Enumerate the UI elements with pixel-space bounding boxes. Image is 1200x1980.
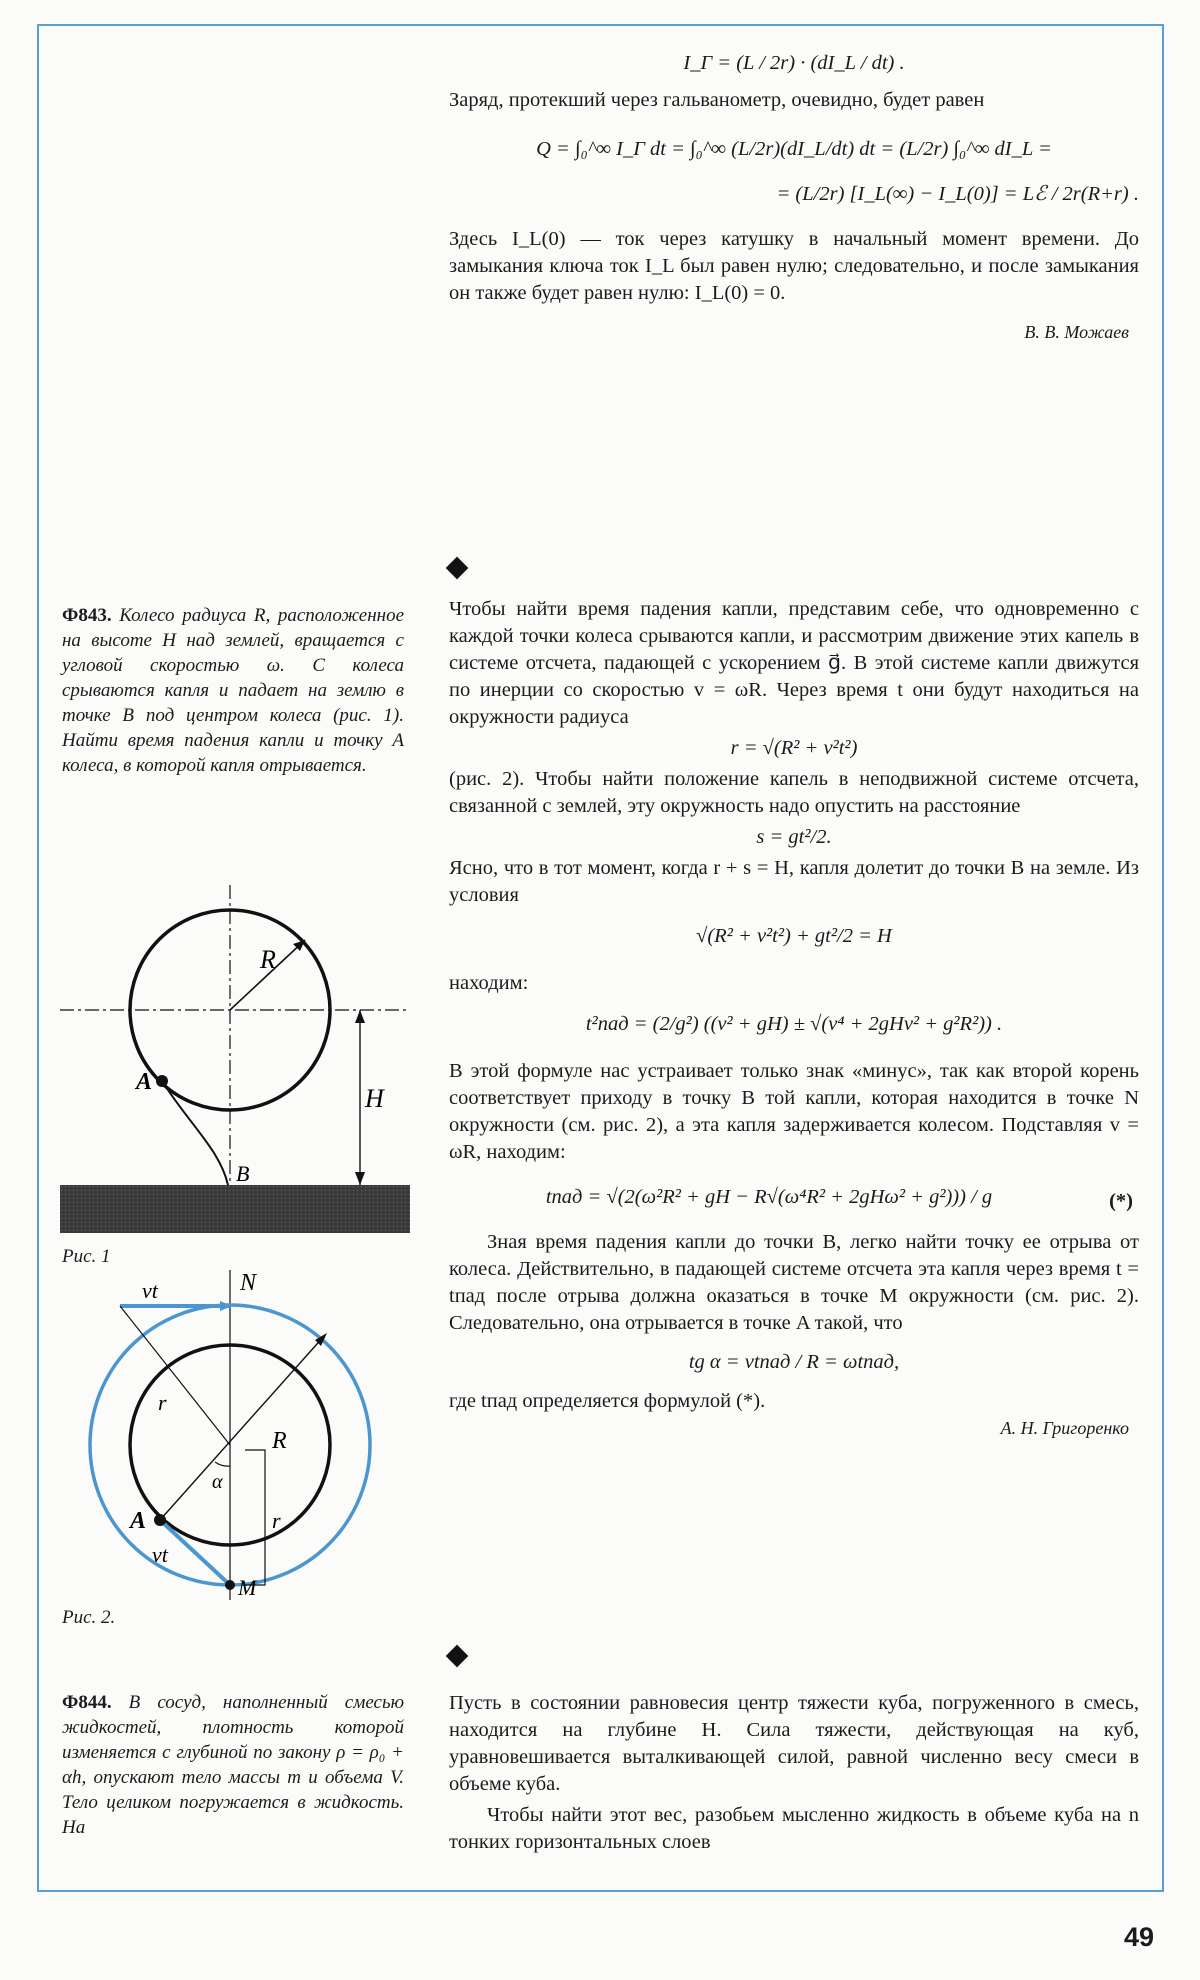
label-n: N [240, 1270, 257, 1296]
paragraph: Здесь I_L(0) — ток через катушку в начальный момент времени. До замыкания ключа ток I_L был равен нулю; следовательно, и после замыкания он также будет равен нулю: I_L(0) = 0. [449, 228, 1139, 304]
problem-844-solution [449, 1690, 1139, 1856]
problem-text: Колесо радиуса R, расположенное на высоте H над землей, вращается с угловой скоростью ω. С колеса срываются капля и падает на землю в точке B под центром колеса (рис. 1). Найти время падения капли и точку A колеса, в которой капля отрывается. [62, 605, 404, 776]
arrowhead [355, 1010, 365, 1023]
formula: s = gt²/2. [756, 826, 832, 848]
alpha-arc [215, 1462, 230, 1466]
signature-mozhaev: В. В. Можаев [1024, 322, 1129, 342]
formula-q2: = (L/2r) [I_L(∞) − I_L(0)] = Lℰ / 2r(R+r) . [776, 183, 1139, 205]
label-r: R [260, 945, 276, 974]
label-a: A [136, 1069, 153, 1095]
paragraph: где tпад определяется формулой (*). [449, 1390, 766, 1412]
vt-bottom-line [160, 1520, 230, 1585]
arrowhead [355, 1172, 365, 1185]
paragraph: Пусть в состоянии равновесия центр тяжести куба, погруженного в смесь, находится на глубине H. Сила тяжести, действующая на куб, уравновешивается выталкивающей силой, равной численно весу смеси в объеме куба. [449, 1692, 1139, 1795]
formula: √(R² + v²t²) + gt²/2 = H [696, 925, 892, 947]
paragraph: Заряд, протекший через гальванометр, очевидно, будет равен [449, 89, 985, 111]
point-a [154, 1514, 166, 1526]
label-r-big: R [272, 1428, 287, 1454]
formula: t²пад = (2/g²) ((v² + gH) ± √(v⁴ + 2gHv² + g²R²)) . [585, 1013, 1003, 1035]
problem-label: Ф843. [62, 605, 112, 626]
paragraph: (рис. 2). Чтобы найти положение капель в неподвижной системе отсчета, связанной с землей, эту окружность надо опустить на расстояние [449, 768, 1139, 817]
label-r-right: r [272, 1508, 281, 1533]
paragraph: находим: [449, 972, 529, 994]
radius-line [160, 1335, 325, 1520]
problem-text: В сосуд, наполненный смесью жидкостей, плотность которой изменяется с глубиной по закону ρ = ρ₀ + αh, опускают тело массы m и объема V. Тело целиком погружается в жидкость. На [62, 1692, 405, 1838]
drop-trajectory [162, 1081, 228, 1185]
r-line [120, 1306, 230, 1445]
label-r-small: r [158, 1390, 167, 1415]
problem-844-statement [62, 1690, 404, 1840]
problem-label: Ф844. [62, 1692, 112, 1713]
formula-row [449, 1184, 1139, 1211]
label-alpha: α [212, 1471, 223, 1493]
paragraph: Зная время падения капли до точки B, легко найти точку ее отрыва от колеса. Действительно, в падающей системе отсчета эта капля через время t = tпад после отрыва должна оказаться в точке M окружности (см. рис. 2). Следовательно, она отрывается в точке A такой, что [449, 1231, 1139, 1334]
formula-mark: (*) [1109, 1190, 1133, 1212]
label-vt-top: vt [142, 1278, 158, 1303]
paragraph: Чтобы найти время падения капли, представим себе, что одновременно с каждой точки колеса срываются капли, и рассмотрим движение этих капель в системе отсчета, падающей с ускорением g⃗. В этой системе капли движутся по инерции со скоростью v = ωR. Через время t они будут находиться на окружности радиуса [449, 598, 1139, 728]
problem-843-solution [449, 596, 1139, 1442]
formula: tпад = √(2(ω²R² + gH − R√(ω⁴R² + 2gHω² + g²))) / g [545, 1186, 993, 1208]
figure-2 [60, 1270, 410, 1600]
r-brace [245, 1450, 265, 1585]
label-b: B [236, 1161, 250, 1186]
formula-q1: Q = ∫₀^∞ I_Г dt = ∫₀^∞ (L/2r)(dI_L/dt) dt = (L/2r) ∫₀^∞ dI_L = [536, 138, 1052, 160]
top-solution-block [449, 46, 1139, 346]
label-m: M [238, 1575, 257, 1600]
ground [60, 1185, 410, 1233]
formula: tg α = vtпад / R = ωtпад, [688, 1351, 900, 1373]
paragraph: Чтобы найти этот вес, разобьем мысленно жидкость в объеме куба на n тонких горизонтальных слоев [449, 1804, 1139, 1853]
page-number: 49 [1123, 1922, 1154, 1952]
formula: r = √(R² + v²t²) [730, 737, 858, 759]
label-vt-bottom: vt [152, 1542, 168, 1567]
label-h: H [365, 1084, 384, 1113]
figure-1 [60, 885, 410, 1245]
fig2-caption: Рис. 2. [62, 1607, 116, 1628]
label-a: A [130, 1508, 147, 1534]
fig1-caption: Рис. 1 [62, 1246, 111, 1267]
point-a [156, 1075, 168, 1087]
signature-grigorenko: А. Н. Григоренко [1000, 1418, 1129, 1438]
point-m [225, 1580, 235, 1590]
paragraph: Ясно, что в тот момент, когда r + s = H, капля долетит до точки B на земле. Из условия [449, 857, 1139, 906]
formula-ig: I_Г = (L / 2r) · (dI_L / dt) . [683, 52, 905, 74]
problem-843-statement [62, 603, 404, 778]
paragraph: В этой формуле нас устраивает только знак «минус», так как второй корень соответствует приходу в точку B той капли, которая находится в точке N окружности (см. рис. 2), а эта капля задерживается колесом. Подставляя v = ωR, находим: [449, 1060, 1139, 1163]
